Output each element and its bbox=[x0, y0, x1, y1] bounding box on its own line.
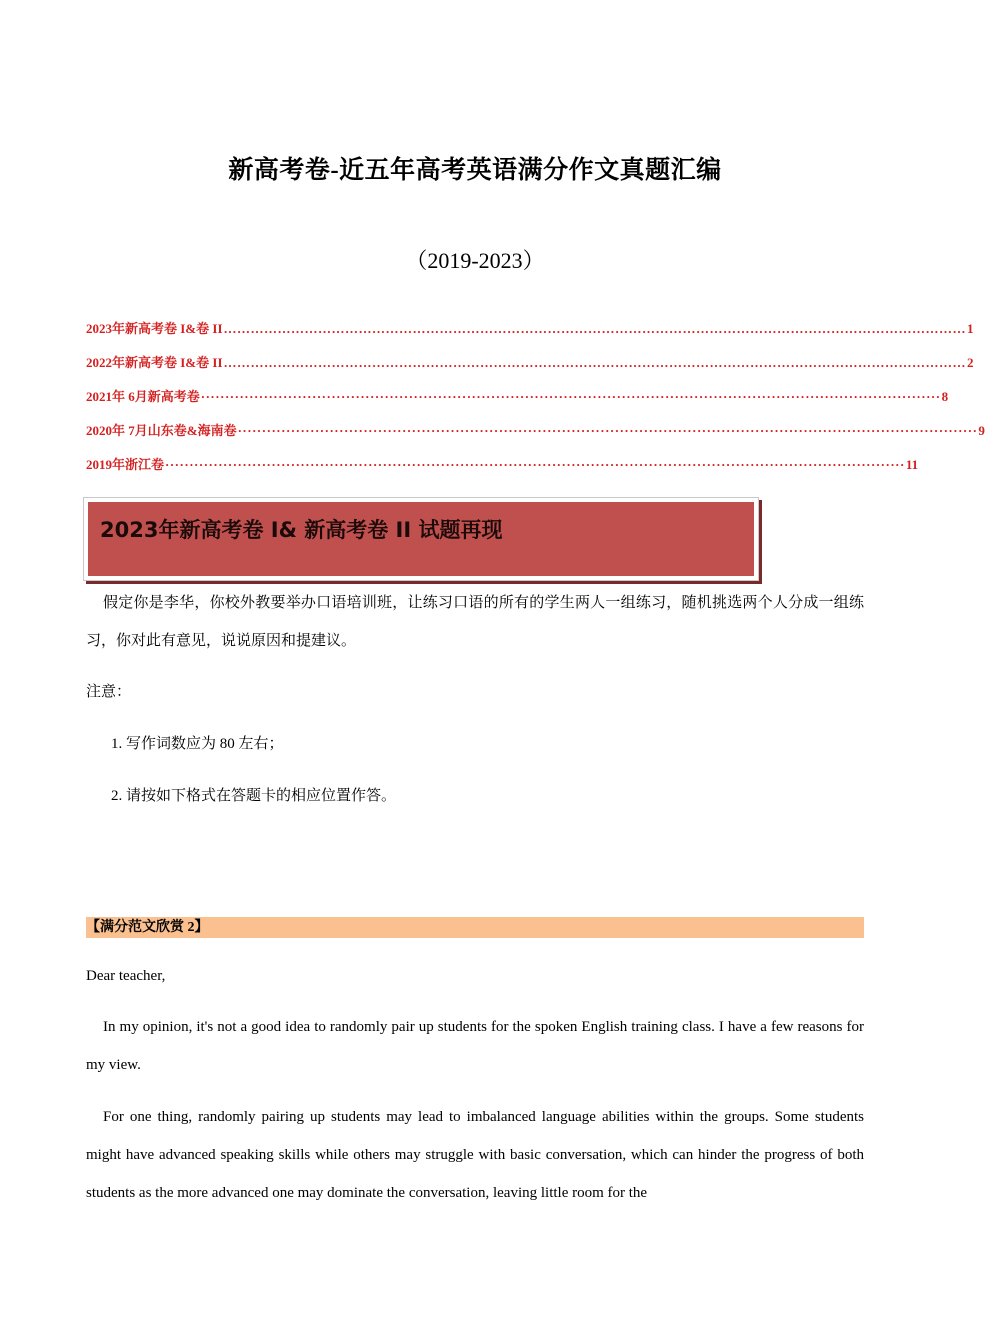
toc-dot-leader: ………………………………………………………………………………………………………………………………………………… bbox=[223, 321, 967, 336]
letter-greeting: Dear teacher, bbox=[86, 968, 166, 984]
toc-entry-2021[interactable] bbox=[86, 386, 949, 420]
letter-paragraph: For one thing, randomly pairing up students may lead to imbalanced language abilities within the groups. Some students might have advanced speaking skills while others may struggle with basic conversation, which can hinder the progress of both students as the more advanced one may dominate the conversation, leaving little room for the bbox=[86, 1109, 864, 1201]
requirement-item: 1. 写作词数应为 80 左右； bbox=[111, 736, 284, 752]
toc-entry-page: 9 bbox=[978, 423, 985, 438]
toc-entry-label: 2021年 6月新高考卷 bbox=[86, 389, 200, 404]
toc-dot-leader: ························································································································································· bbox=[237, 423, 978, 438]
toc-entry-page: 8 bbox=[941, 389, 949, 404]
toc-entry-2023[interactable] bbox=[86, 318, 974, 352]
toc-entry-2022[interactable] bbox=[86, 352, 974, 386]
section-banner bbox=[83, 497, 759, 581]
toc-entry-label: 2019年浙江卷 bbox=[86, 457, 165, 472]
toc-entry-label: 2023年新高考卷 I&卷 II bbox=[86, 321, 223, 336]
toc-entry-2020[interactable] bbox=[86, 420, 985, 454]
toc-entry-label: 2022年新高考卷 I&卷 II bbox=[86, 355, 223, 370]
toc-dot-leader: ………………………………………………………………………………………………………………………………………………… bbox=[223, 355, 967, 370]
requirement-item: 2. 请按如下格式在答题卡的相应位置作答。 bbox=[111, 788, 397, 804]
note-label: 注意： bbox=[86, 684, 132, 700]
letter-paragraph: In my opinion, it's not a good idea to randomly pair up students for the spoken English training class. I have a few reasons for my view. bbox=[86, 1019, 864, 1073]
document-title: 新高考卷-近五年高考英语满分作文真题汇编 bbox=[228, 157, 722, 184]
toc-dot-leader: ························································································································································· bbox=[200, 389, 941, 404]
toc-dot-leader: ························································································································································· bbox=[165, 457, 905, 472]
toc-entry-page: 2 bbox=[967, 355, 974, 370]
toc-entry-label: 2020年 7月山东卷&海南卷 bbox=[86, 423, 237, 438]
sample-section-label: 【满分范文欣赏 2】 bbox=[86, 917, 864, 938]
table-of-contents bbox=[86, 318, 985, 488]
document-subtitle: （2019-2023） bbox=[405, 248, 545, 273]
toc-entry-2019[interactable] bbox=[86, 454, 919, 488]
task-prompt: 假定你是李华，你校外教要举办口语培训班，让练习口语的所有的学生两人一组练习，随机挑选两个人分成一组练习，你对此有意见，说说原因和提建议。 bbox=[86, 595, 864, 649]
banner-heading: 2023年新高考卷 I& 新高考卷 II 试题再现 bbox=[88, 502, 754, 576]
toc-entry-page: 1 bbox=[967, 321, 974, 336]
toc-entry-page: 11 bbox=[905, 457, 919, 472]
